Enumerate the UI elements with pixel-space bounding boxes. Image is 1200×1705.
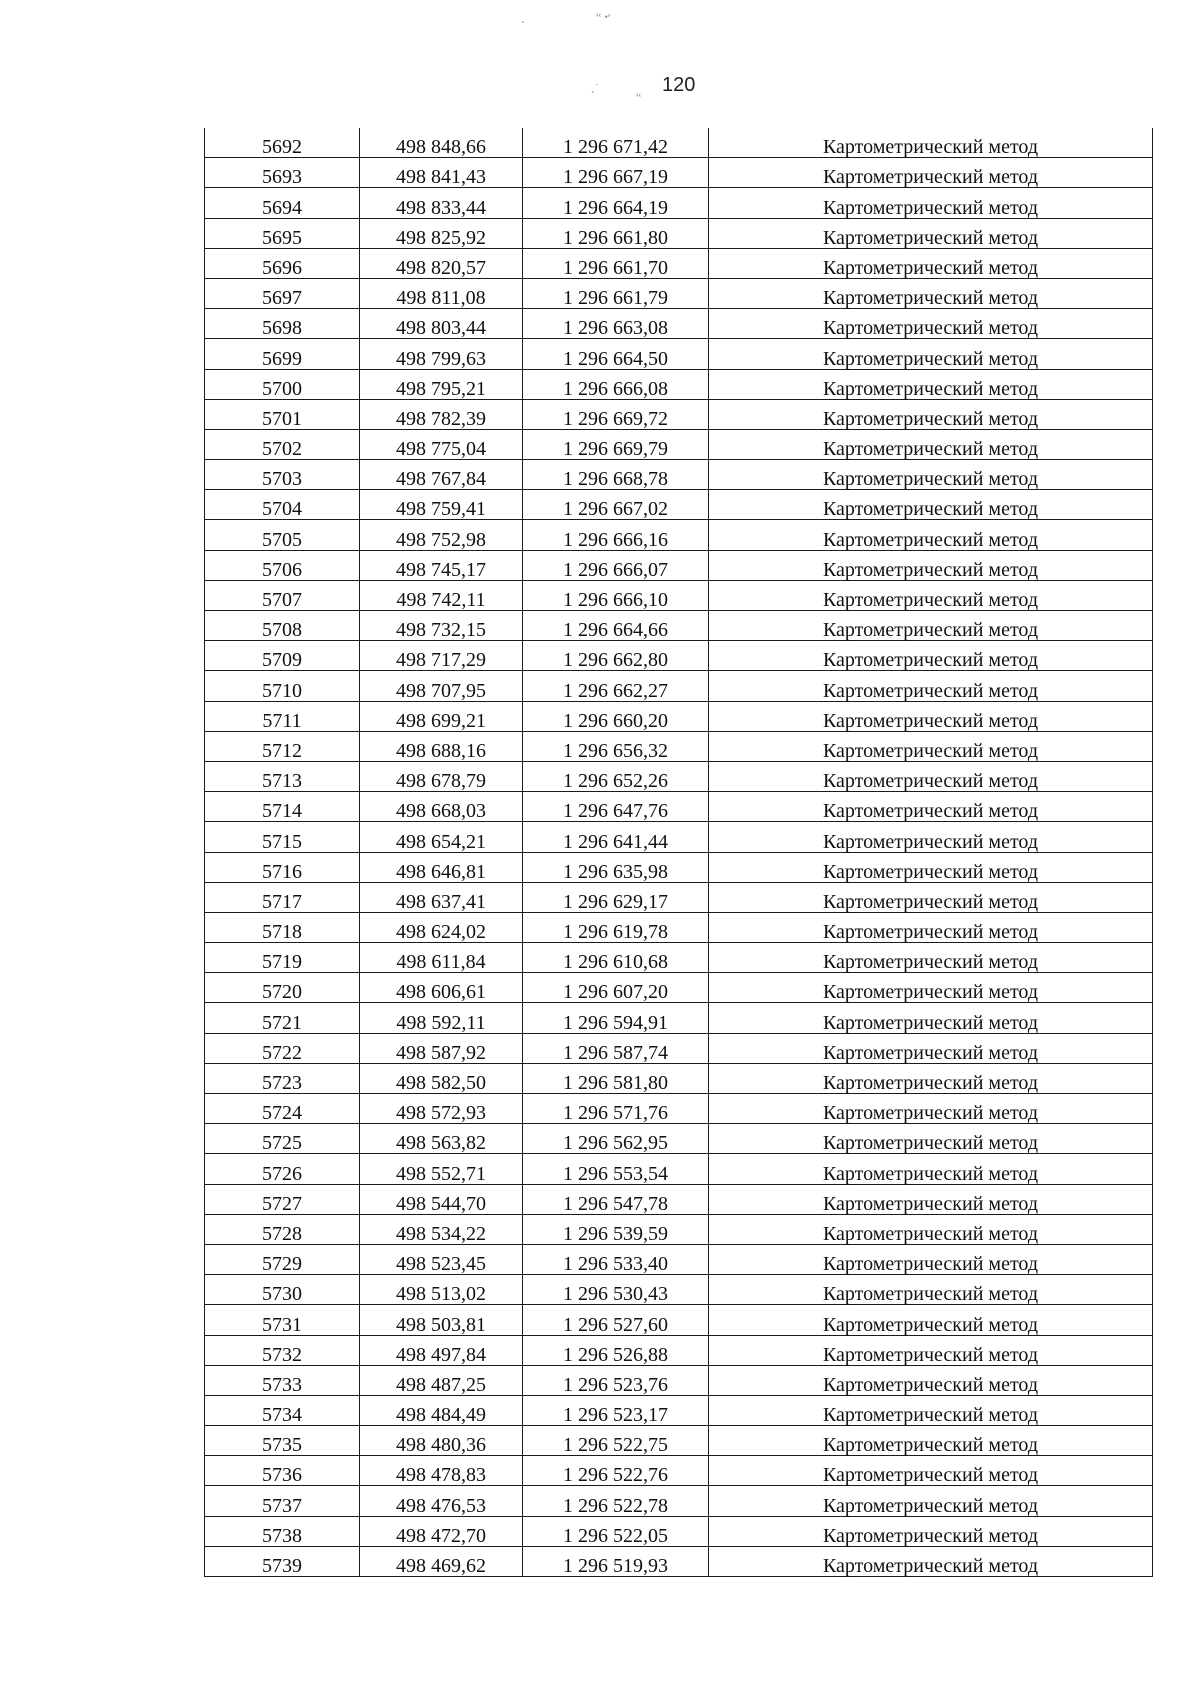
point-number-cell: 5707 — [205, 580, 360, 610]
x-coordinate-cell: 498 820,57 — [360, 248, 523, 278]
point-number-cell: 5698 — [205, 309, 360, 339]
table-row — [205, 912, 1153, 942]
method-cell: Картометрический метод — [709, 1365, 1153, 1395]
table-row — [205, 1003, 1153, 1033]
x-coordinate-cell: 498 469,62 — [360, 1546, 523, 1576]
y-coordinate-cell: 1 296 671,42 — [523, 128, 709, 158]
point-number-cell: 5697 — [205, 278, 360, 308]
scan-speck: ˒˓ — [636, 92, 642, 102]
x-coordinate-cell: 498 587,92 — [360, 1033, 523, 1063]
x-coordinate-cell: 498 707,95 — [360, 671, 523, 701]
point-number-cell: 5714 — [205, 792, 360, 822]
point-number-cell: 5716 — [205, 852, 360, 882]
point-number-cell: 5709 — [205, 641, 360, 671]
y-coordinate-cell: 1 296 647,76 — [523, 792, 709, 822]
method-cell: Картометрический метод — [709, 1033, 1153, 1063]
point-number-cell: 5718 — [205, 912, 360, 942]
x-coordinate-cell: 498 646,81 — [360, 852, 523, 882]
y-coordinate-cell: 1 296 661,80 — [523, 218, 709, 248]
table-row — [205, 1184, 1153, 1214]
y-coordinate-cell: 1 296 522,76 — [523, 1456, 709, 1486]
y-coordinate-cell: 1 296 571,76 — [523, 1094, 709, 1124]
x-coordinate-cell: 498 688,16 — [360, 731, 523, 761]
y-coordinate-cell: 1 296 667,19 — [523, 158, 709, 188]
point-number-cell: 5694 — [205, 188, 360, 218]
table-row — [205, 882, 1153, 912]
x-coordinate-cell: 498 606,61 — [360, 973, 523, 1003]
x-coordinate-cell: 498 742,11 — [360, 580, 523, 610]
table-row — [205, 852, 1153, 882]
point-number-cell: 5733 — [205, 1365, 360, 1395]
x-coordinate-cell: 498 841,43 — [360, 158, 523, 188]
point-number-cell: 5729 — [205, 1244, 360, 1274]
y-coordinate-cell: 1 296 607,20 — [523, 973, 709, 1003]
method-cell: Картометрический метод — [709, 1094, 1153, 1124]
method-cell: Картометрический метод — [709, 792, 1153, 822]
y-coordinate-cell: 1 296 666,08 — [523, 369, 709, 399]
y-coordinate-cell: 1 296 581,80 — [523, 1063, 709, 1093]
method-cell: Картометрический метод — [709, 912, 1153, 942]
method-cell: Картометрический метод — [709, 309, 1153, 339]
y-coordinate-cell: 1 296 610,68 — [523, 943, 709, 973]
x-coordinate-cell: 498 654,21 — [360, 822, 523, 852]
table-row — [205, 792, 1153, 822]
y-coordinate-cell: 1 296 530,43 — [523, 1275, 709, 1305]
method-cell: Картометрический метод — [709, 1456, 1153, 1486]
scan-speck: ˎ — [521, 14, 526, 24]
x-coordinate-cell: 498 582,50 — [360, 1063, 523, 1093]
y-coordinate-cell: 1 296 666,16 — [523, 520, 709, 550]
x-coordinate-cell: 498 503,81 — [360, 1305, 523, 1335]
table-row — [205, 339, 1153, 369]
y-coordinate-cell: 1 296 664,19 — [523, 188, 709, 218]
point-number-cell: 5732 — [205, 1335, 360, 1365]
method-cell: Картометрический метод — [709, 158, 1153, 188]
point-number-cell: 5737 — [205, 1486, 360, 1516]
method-cell: Картометрический метод — [709, 460, 1153, 490]
scan-speck: ˏ˙ — [590, 84, 599, 94]
method-cell: Картометрический метод — [709, 852, 1153, 882]
table-row — [205, 731, 1153, 761]
coordinates-table — [204, 128, 1153, 1577]
method-cell: Картометрический метод — [709, 369, 1153, 399]
x-coordinate-cell: 498 476,53 — [360, 1486, 523, 1516]
method-cell: Картометрический метод — [709, 731, 1153, 761]
method-cell: Картометрический метод — [709, 701, 1153, 731]
table-row — [205, 490, 1153, 520]
x-coordinate-cell: 498 552,71 — [360, 1154, 523, 1184]
y-coordinate-cell: 1 296 533,40 — [523, 1244, 709, 1274]
x-coordinate-cell: 498 534,22 — [360, 1214, 523, 1244]
x-coordinate-cell: 498 848,66 — [360, 128, 523, 158]
x-coordinate-cell: 498 795,21 — [360, 369, 523, 399]
x-coordinate-cell: 498 592,11 — [360, 1003, 523, 1033]
method-cell: Картометрический метод — [709, 1154, 1153, 1184]
x-coordinate-cell: 498 752,98 — [360, 520, 523, 550]
table-row — [205, 1214, 1153, 1244]
x-coordinate-cell: 498 782,39 — [360, 399, 523, 429]
method-cell: Картометрический метод — [709, 1486, 1153, 1516]
x-coordinate-cell: 498 811,08 — [360, 278, 523, 308]
method-cell: Картометрический метод — [709, 1305, 1153, 1335]
table-row — [205, 1094, 1153, 1124]
method-cell: Картометрический метод — [709, 611, 1153, 641]
method-cell: Картометрический метод — [709, 429, 1153, 459]
table-row — [205, 580, 1153, 610]
table-row — [205, 1124, 1153, 1154]
method-cell: Картометрический метод — [709, 1275, 1153, 1305]
y-coordinate-cell: 1 296 523,17 — [523, 1395, 709, 1425]
point-number-cell: 5727 — [205, 1184, 360, 1214]
method-cell: Картометрический метод — [709, 973, 1153, 1003]
method-cell: Картометрический метод — [709, 882, 1153, 912]
y-coordinate-cell: 1 296 664,66 — [523, 611, 709, 641]
point-number-cell: 5711 — [205, 701, 360, 731]
point-number-cell: 5728 — [205, 1214, 360, 1244]
table-row — [205, 369, 1153, 399]
x-coordinate-cell: 498 563,82 — [360, 1124, 523, 1154]
method-cell: Картометрический метод — [709, 822, 1153, 852]
point-number-cell: 5693 — [205, 158, 360, 188]
x-coordinate-cell: 498 745,17 — [360, 550, 523, 580]
method-cell: Картометрический метод — [709, 671, 1153, 701]
table-row — [205, 1063, 1153, 1093]
y-coordinate-cell: 1 296 669,72 — [523, 399, 709, 429]
method-cell: Картометрический метод — [709, 128, 1153, 158]
table-row — [205, 973, 1153, 1003]
point-number-cell: 5700 — [205, 369, 360, 399]
table-row — [205, 248, 1153, 278]
point-number-cell: 5719 — [205, 943, 360, 973]
y-coordinate-cell: 1 296 539,59 — [523, 1214, 709, 1244]
method-cell: Картометрический метод — [709, 1426, 1153, 1456]
table-row — [205, 1456, 1153, 1486]
point-number-cell: 5724 — [205, 1094, 360, 1124]
point-number-cell: 5715 — [205, 822, 360, 852]
coordinates-table-body — [205, 128, 1153, 1577]
x-coordinate-cell: 498 825,92 — [360, 218, 523, 248]
table-row — [205, 1305, 1153, 1335]
point-number-cell: 5695 — [205, 218, 360, 248]
y-coordinate-cell: 1 296 547,78 — [523, 1184, 709, 1214]
method-cell: Картометрический метод — [709, 580, 1153, 610]
table-row — [205, 1426, 1153, 1456]
method-cell: Картометрический метод — [709, 490, 1153, 520]
table-row — [205, 671, 1153, 701]
point-number-cell: 5720 — [205, 973, 360, 1003]
y-coordinate-cell: 1 296 667,02 — [523, 490, 709, 520]
x-coordinate-cell: 498 480,36 — [360, 1426, 523, 1456]
table-row — [205, 460, 1153, 490]
y-coordinate-cell: 1 296 522,78 — [523, 1486, 709, 1516]
method-cell: Картометрический метод — [709, 1184, 1153, 1214]
x-coordinate-cell: 498 699,21 — [360, 701, 523, 731]
table-row — [205, 520, 1153, 550]
point-number-cell: 5696 — [205, 248, 360, 278]
method-cell: Картометрический метод — [709, 1516, 1153, 1546]
method-cell: Картометрический метод — [709, 1546, 1153, 1576]
y-coordinate-cell: 1 296 662,80 — [523, 641, 709, 671]
x-coordinate-cell: 498 478,83 — [360, 1456, 523, 1486]
method-cell: Картометрический метод — [709, 550, 1153, 580]
scan-speck: ˒˓ ˖˒ — [596, 12, 611, 22]
method-cell: Картометрический метод — [709, 520, 1153, 550]
x-coordinate-cell: 498 497,84 — [360, 1335, 523, 1365]
method-cell: Картометрический метод — [709, 761, 1153, 791]
y-coordinate-cell: 1 296 519,93 — [523, 1546, 709, 1576]
x-coordinate-cell: 498 803,44 — [360, 309, 523, 339]
y-coordinate-cell: 1 296 661,79 — [523, 278, 709, 308]
table-row — [205, 1486, 1153, 1516]
table-row — [205, 641, 1153, 671]
method-cell: Картометрический метод — [709, 641, 1153, 671]
point-number-cell: 5692 — [205, 128, 360, 158]
method-cell: Картометрический метод — [709, 1395, 1153, 1425]
method-cell: Картометрический метод — [709, 218, 1153, 248]
point-number-cell: 5738 — [205, 1516, 360, 1546]
y-coordinate-cell: 1 296 522,75 — [523, 1426, 709, 1456]
table-row — [205, 761, 1153, 791]
point-number-cell: 5731 — [205, 1305, 360, 1335]
y-coordinate-cell: 1 296 666,07 — [523, 550, 709, 580]
page-number: 120 — [662, 74, 696, 96]
table-row — [205, 611, 1153, 641]
x-coordinate-cell: 498 775,04 — [360, 429, 523, 459]
table-row — [205, 943, 1153, 973]
method-cell: Картометрический метод — [709, 1214, 1153, 1244]
method-cell: Картометрический метод — [709, 399, 1153, 429]
method-cell: Картометрический метод — [709, 943, 1153, 973]
y-coordinate-cell: 1 296 553,54 — [523, 1154, 709, 1184]
method-cell: Картометрический метод — [709, 1124, 1153, 1154]
y-coordinate-cell: 1 296 656,32 — [523, 731, 709, 761]
x-coordinate-cell: 498 624,02 — [360, 912, 523, 942]
table-row — [205, 1365, 1153, 1395]
table-row — [205, 1335, 1153, 1365]
table-row — [205, 1546, 1153, 1576]
point-number-cell: 5703 — [205, 460, 360, 490]
y-coordinate-cell: 1 296 635,98 — [523, 852, 709, 882]
table-row — [205, 399, 1153, 429]
point-number-cell: 5713 — [205, 761, 360, 791]
table-row — [205, 278, 1153, 308]
x-coordinate-cell: 498 523,45 — [360, 1244, 523, 1274]
x-coordinate-cell: 498 767,84 — [360, 460, 523, 490]
y-coordinate-cell: 1 296 666,10 — [523, 580, 709, 610]
table-row — [205, 1154, 1153, 1184]
point-number-cell: 5730 — [205, 1275, 360, 1305]
table-row — [205, 218, 1153, 248]
x-coordinate-cell: 498 637,41 — [360, 882, 523, 912]
method-cell: Картометрический метод — [709, 1063, 1153, 1093]
table-row — [205, 550, 1153, 580]
table-row — [205, 158, 1153, 188]
point-number-cell: 5725 — [205, 1124, 360, 1154]
x-coordinate-cell: 498 484,49 — [360, 1395, 523, 1425]
y-coordinate-cell: 1 296 527,60 — [523, 1305, 709, 1335]
point-number-cell: 5708 — [205, 611, 360, 641]
point-number-cell: 5701 — [205, 399, 360, 429]
y-coordinate-cell: 1 296 669,79 — [523, 429, 709, 459]
point-number-cell: 5705 — [205, 520, 360, 550]
y-coordinate-cell: 1 296 652,26 — [523, 761, 709, 791]
x-coordinate-cell: 498 678,79 — [360, 761, 523, 791]
point-number-cell: 5722 — [205, 1033, 360, 1063]
point-number-cell: 5712 — [205, 731, 360, 761]
x-coordinate-cell: 498 572,93 — [360, 1094, 523, 1124]
table-row — [205, 188, 1153, 218]
point-number-cell: 5710 — [205, 671, 360, 701]
point-number-cell: 5739 — [205, 1546, 360, 1576]
table-row — [205, 1395, 1153, 1425]
point-number-cell: 5702 — [205, 429, 360, 459]
y-coordinate-cell: 1 296 587,74 — [523, 1033, 709, 1063]
point-number-cell: 5736 — [205, 1456, 360, 1486]
table-row — [205, 1244, 1153, 1274]
y-coordinate-cell: 1 296 660,20 — [523, 701, 709, 731]
x-coordinate-cell: 498 717,29 — [360, 641, 523, 671]
point-number-cell: 5704 — [205, 490, 360, 520]
x-coordinate-cell: 498 799,63 — [360, 339, 523, 369]
y-coordinate-cell: 1 296 662,27 — [523, 671, 709, 701]
method-cell: Картометрический метод — [709, 1003, 1153, 1033]
y-coordinate-cell: 1 296 526,88 — [523, 1335, 709, 1365]
table-row — [205, 128, 1153, 158]
x-coordinate-cell: 498 544,70 — [360, 1184, 523, 1214]
point-number-cell: 5735 — [205, 1426, 360, 1456]
table-row — [205, 309, 1153, 339]
point-number-cell: 5699 — [205, 339, 360, 369]
point-number-cell: 5734 — [205, 1395, 360, 1425]
x-coordinate-cell: 498 611,84 — [360, 943, 523, 973]
y-coordinate-cell: 1 296 661,70 — [523, 248, 709, 278]
method-cell: Картометрический метод — [709, 248, 1153, 278]
y-coordinate-cell: 1 296 663,08 — [523, 309, 709, 339]
point-number-cell: 5706 — [205, 550, 360, 580]
y-coordinate-cell: 1 296 619,78 — [523, 912, 709, 942]
table-row — [205, 822, 1153, 852]
x-coordinate-cell: 498 472,70 — [360, 1516, 523, 1546]
y-coordinate-cell: 1 296 594,91 — [523, 1003, 709, 1033]
point-number-cell: 5721 — [205, 1003, 360, 1033]
table-row — [205, 701, 1153, 731]
x-coordinate-cell: 498 487,25 — [360, 1365, 523, 1395]
method-cell: Картометрический метод — [709, 188, 1153, 218]
y-coordinate-cell: 1 296 664,50 — [523, 339, 709, 369]
x-coordinate-cell: 498 833,44 — [360, 188, 523, 218]
method-cell: Картометрический метод — [709, 1335, 1153, 1365]
y-coordinate-cell: 1 296 523,76 — [523, 1365, 709, 1395]
x-coordinate-cell: 498 732,15 — [360, 611, 523, 641]
table-row — [205, 1275, 1153, 1305]
table-row — [205, 429, 1153, 459]
method-cell: Картометрический метод — [709, 1244, 1153, 1274]
y-coordinate-cell: 1 296 641,44 — [523, 822, 709, 852]
x-coordinate-cell: 498 759,41 — [360, 490, 523, 520]
x-coordinate-cell: 498 668,03 — [360, 792, 523, 822]
method-cell: Картометрический метод — [709, 339, 1153, 369]
y-coordinate-cell: 1 296 629,17 — [523, 882, 709, 912]
point-number-cell: 5726 — [205, 1154, 360, 1184]
x-coordinate-cell: 498 513,02 — [360, 1275, 523, 1305]
table-row — [205, 1516, 1153, 1546]
method-cell: Картометрический метод — [709, 278, 1153, 308]
point-number-cell: 5723 — [205, 1063, 360, 1093]
y-coordinate-cell: 1 296 562,95 — [523, 1124, 709, 1154]
table-row — [205, 1033, 1153, 1063]
y-coordinate-cell: 1 296 522,05 — [523, 1516, 709, 1546]
y-coordinate-cell: 1 296 668,78 — [523, 460, 709, 490]
point-number-cell: 5717 — [205, 882, 360, 912]
